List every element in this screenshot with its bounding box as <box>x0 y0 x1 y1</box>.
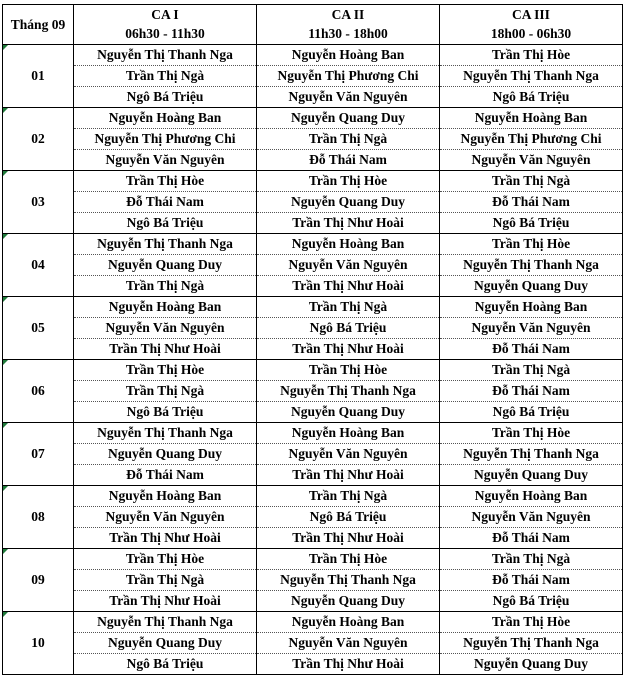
shift-3-staff-name: Nguyễn Văn Nguyên <box>440 318 623 339</box>
shift-2-staff-name: Nguyễn Quang Duy <box>257 591 440 612</box>
shift-3-staff-name: Nguyễn Thị Thanh Nga <box>440 66 623 87</box>
shift-1-staff-name: Ngô Bá Triệu <box>74 87 257 108</box>
schedule-row <box>3 612 623 633</box>
schedule-row <box>3 213 623 234</box>
shift-1-staff-name: Nguyễn Hoàng Ban <box>74 486 257 507</box>
schedule-row <box>3 297 623 318</box>
schedule-row <box>3 339 623 360</box>
shift-2-staff-name: Trần Thị Như Hoài <box>257 276 440 297</box>
schedule-row <box>3 66 623 87</box>
shift-2-staff-name: Nguyễn Văn Nguyên <box>257 87 440 108</box>
shift-3-staff-name: Ngô Bá Triệu <box>440 591 623 612</box>
schedule-row <box>3 591 623 612</box>
shift-3-staff-name: Trần Thị Hòe <box>440 45 623 66</box>
schedule-row <box>3 171 623 192</box>
shift-1-staff-name: Nguyễn Thị Thanh Nga <box>74 234 257 255</box>
shift-schedule-table <box>2 4 623 675</box>
shift-3-staff-name: Nguyễn Hoàng Ban <box>440 486 623 507</box>
shift-3-staff-name: Nguyễn Thị Thanh Nga <box>440 444 623 465</box>
shift-2-hours: 11h30 - 18h00 <box>257 24 440 45</box>
shift-1-staff-name: Nguyễn Quang Duy <box>74 633 257 654</box>
shift-2-staff-name: Ngô Bá Triệu <box>257 507 440 528</box>
schedule-row <box>3 570 623 591</box>
shift-3-name: CA III <box>440 5 623 25</box>
shift-1-staff-name: Ngô Bá Triệu <box>74 654 257 675</box>
day-number: 01 <box>3 45 74 108</box>
shift-1-staff-name: Trần Thị Ngà <box>74 381 257 402</box>
shift-2-staff-name: Nguyễn Thị Thanh Nga <box>257 570 440 591</box>
shift-3-staff-name: Nguyễn Thị Phương Chi <box>440 129 623 150</box>
schedule-row <box>3 87 623 108</box>
schedule-row <box>3 192 623 213</box>
shift-1-staff-name: Nguyễn Hoàng Ban <box>74 297 257 318</box>
schedule-row <box>3 276 623 297</box>
schedule-row <box>3 129 623 150</box>
schedule-body <box>3 45 623 675</box>
shift-2-staff-name: Trần Thị Như Hoài <box>257 465 440 486</box>
shift-2-staff-name: Nguyễn Văn Nguyên <box>257 444 440 465</box>
schedule-row <box>3 423 623 444</box>
schedule-row <box>3 255 623 276</box>
shift-3-staff-name: Trần Thị Ngà <box>440 171 623 192</box>
shift-3-staff-name: Nguyễn Văn Nguyên <box>440 507 623 528</box>
day-number: 09 <box>3 549 74 612</box>
shift-2-staff-name: Nguyễn Thị Thanh Nga <box>257 381 440 402</box>
shift-2-staff-name: Trần Thị Như Hoài <box>257 654 440 675</box>
shift-1-staff-name: Nguyễn Thị Thanh Nga <box>74 423 257 444</box>
shift-1-staff-name: Nguyễn Hoàng Ban <box>74 108 257 129</box>
schedule-row <box>3 528 623 549</box>
shift-1-staff-name: Trần Thị Ngà <box>74 66 257 87</box>
shift-1-staff-name: Ngô Bá Triệu <box>74 402 257 423</box>
shift-2-staff-name: Trần Thị Ngà <box>257 486 440 507</box>
shift-2-staff-name: Trần Thị Hòe <box>257 171 440 192</box>
schedule-row <box>3 45 623 66</box>
day-number: 06 <box>3 360 74 423</box>
shift-2-name: CA II <box>257 5 440 25</box>
shift-1-staff-name: Trần Thị Hòe <box>74 171 257 192</box>
schedule-row <box>3 108 623 129</box>
shift-2-staff-name: Nguyễn Hoàng Ban <box>257 45 440 66</box>
shift-2-staff-name: Nguyễn Văn Nguyên <box>257 255 440 276</box>
shift-2-staff-name: Nguyễn Quang Duy <box>257 192 440 213</box>
schedule-row <box>3 402 623 423</box>
shift-1-staff-name: Đỗ Thái Nam <box>74 465 257 486</box>
schedule-row <box>3 318 623 339</box>
shift-3-hours: 18h00 - 06h30 <box>440 24 623 45</box>
shift-2-staff-name: Nguyễn Hoàng Ban <box>257 423 440 444</box>
shift-3-staff-name: Đỗ Thái Nam <box>440 570 623 591</box>
shift-1-staff-name: Nguyễn Thị Phương Chi <box>74 129 257 150</box>
shift-2-staff-name: Nguyễn Thị Phương Chi <box>257 66 440 87</box>
day-number: 08 <box>3 486 74 549</box>
shift-1-staff-name: Trần Thị Hòe <box>74 549 257 570</box>
shift-2-staff-name: Ngô Bá Triệu <box>257 318 440 339</box>
shift-2-staff-name: Nguyễn Quang Duy <box>257 402 440 423</box>
shift-3-staff-name: Nguyễn Văn Nguyên <box>440 150 623 171</box>
shift-3-staff-name: Nguyễn Thị Thanh Nga <box>440 633 623 654</box>
schedule-row <box>3 465 623 486</box>
shift-3-staff-name: Đỗ Thái Nam <box>440 528 623 549</box>
shift-3-staff-name: Ngô Bá Triệu <box>440 87 623 108</box>
shift-2-staff-name: Trần Thị Hòe <box>257 549 440 570</box>
month-header: Tháng 09 <box>3 5 74 45</box>
shift-1-staff-name: Nguyễn Văn Nguyên <box>74 150 257 171</box>
shift-3-staff-name: Nguyễn Hoàng Ban <box>440 108 623 129</box>
shift-2-staff-name: Nguyễn Hoàng Ban <box>257 612 440 633</box>
shift-1-staff-name: Trần Thị Ngà <box>74 276 257 297</box>
schedule-row <box>3 654 623 675</box>
shift-2-staff-name: Nguyễn Hoàng Ban <box>257 234 440 255</box>
shift-3-staff-name: Trần Thị Hòe <box>440 423 623 444</box>
shift-1-staff-name: Trần Thị Ngà <box>74 570 257 591</box>
shift-1-staff-name: Nguyễn Quang Duy <box>74 255 257 276</box>
shift-2-staff-name: Nguyễn Văn Nguyên <box>257 633 440 654</box>
shift-3-staff-name: Đỗ Thái Nam <box>440 339 623 360</box>
shift-3-staff-name: Trần Thị Ngà <box>440 549 623 570</box>
shift-1-staff-name: Nguyễn Quang Duy <box>74 444 257 465</box>
shift-1-staff-name: Trần Thị Như Hoài <box>74 339 257 360</box>
shift-2-staff-name: Trần Thị Hòe <box>257 360 440 381</box>
schedule-row <box>3 381 623 402</box>
shift-1-staff-name: Nguyễn Thị Thanh Nga <box>74 45 257 66</box>
shift-3-staff-name: Đỗ Thái Nam <box>440 381 623 402</box>
schedule-row <box>3 486 623 507</box>
shift-2-staff-name: Trần Thị Ngà <box>257 297 440 318</box>
schedule-row <box>3 633 623 654</box>
shift-1-hours: 06h30 - 11h30 <box>74 24 257 45</box>
shift-1-staff-name: Nguyễn Thị Thanh Nga <box>74 612 257 633</box>
schedule-row <box>3 444 623 465</box>
shift-2-staff-name: Trần Thị Ngà <box>257 129 440 150</box>
shift-3-staff-name: Trần Thị Ngà <box>440 360 623 381</box>
shift-1-staff-name: Trần Thị Như Hoài <box>74 528 257 549</box>
shift-3-staff-name: Nguyễn Thị Thanh Nga <box>440 255 623 276</box>
day-number: 04 <box>3 234 74 297</box>
shift-3-staff-name: Nguyễn Hoàng Ban <box>440 297 623 318</box>
schedule-row <box>3 360 623 381</box>
day-number: 03 <box>3 171 74 234</box>
schedule-row <box>3 549 623 570</box>
shift-1-staff-name: Trần Thị Như Hoài <box>74 591 257 612</box>
shift-3-staff-name: Trần Thị Hòe <box>440 612 623 633</box>
shift-3-staff-name: Đỗ Thái Nam <box>440 192 623 213</box>
shift-2-staff-name: Nguyễn Quang Duy <box>257 108 440 129</box>
shift-2-staff-name: Đỗ Thái Nam <box>257 150 440 171</box>
shift-2-staff-name: Trần Thị Như Hoài <box>257 213 440 234</box>
shift-1-staff-name: Ngô Bá Triệu <box>74 213 257 234</box>
shift-1-staff-name: Trần Thị Hòe <box>74 360 257 381</box>
shift-3-staff-name: Trần Thị Hòe <box>440 234 623 255</box>
schedule-row <box>3 234 623 255</box>
shift-3-staff-name: Nguyễn Quang Duy <box>440 465 623 486</box>
shift-3-staff-name: Ngô Bá Triệu <box>440 213 623 234</box>
shift-1-staff-name: Nguyễn Văn Nguyên <box>74 507 257 528</box>
shift-3-staff-name: Nguyễn Quang Duy <box>440 654 623 675</box>
day-number: 05 <box>3 297 74 360</box>
shift-1-name: CA I <box>74 5 257 25</box>
day-number: 10 <box>3 612 74 675</box>
shift-3-staff-name: Nguyễn Quang Duy <box>440 276 623 297</box>
shift-2-staff-name: Trần Thị Như Hoài <box>257 528 440 549</box>
shift-3-staff-name: Ngô Bá Triệu <box>440 402 623 423</box>
shift-2-staff-name: Trần Thị Như Hoài <box>257 339 440 360</box>
table-header <box>3 5 623 45</box>
day-number: 02 <box>3 108 74 171</box>
schedule-row <box>3 150 623 171</box>
schedule-row <box>3 507 623 528</box>
shift-1-staff-name: Nguyễn Văn Nguyên <box>74 318 257 339</box>
day-number: 07 <box>3 423 74 486</box>
shift-1-staff-name: Đỗ Thái Nam <box>74 192 257 213</box>
